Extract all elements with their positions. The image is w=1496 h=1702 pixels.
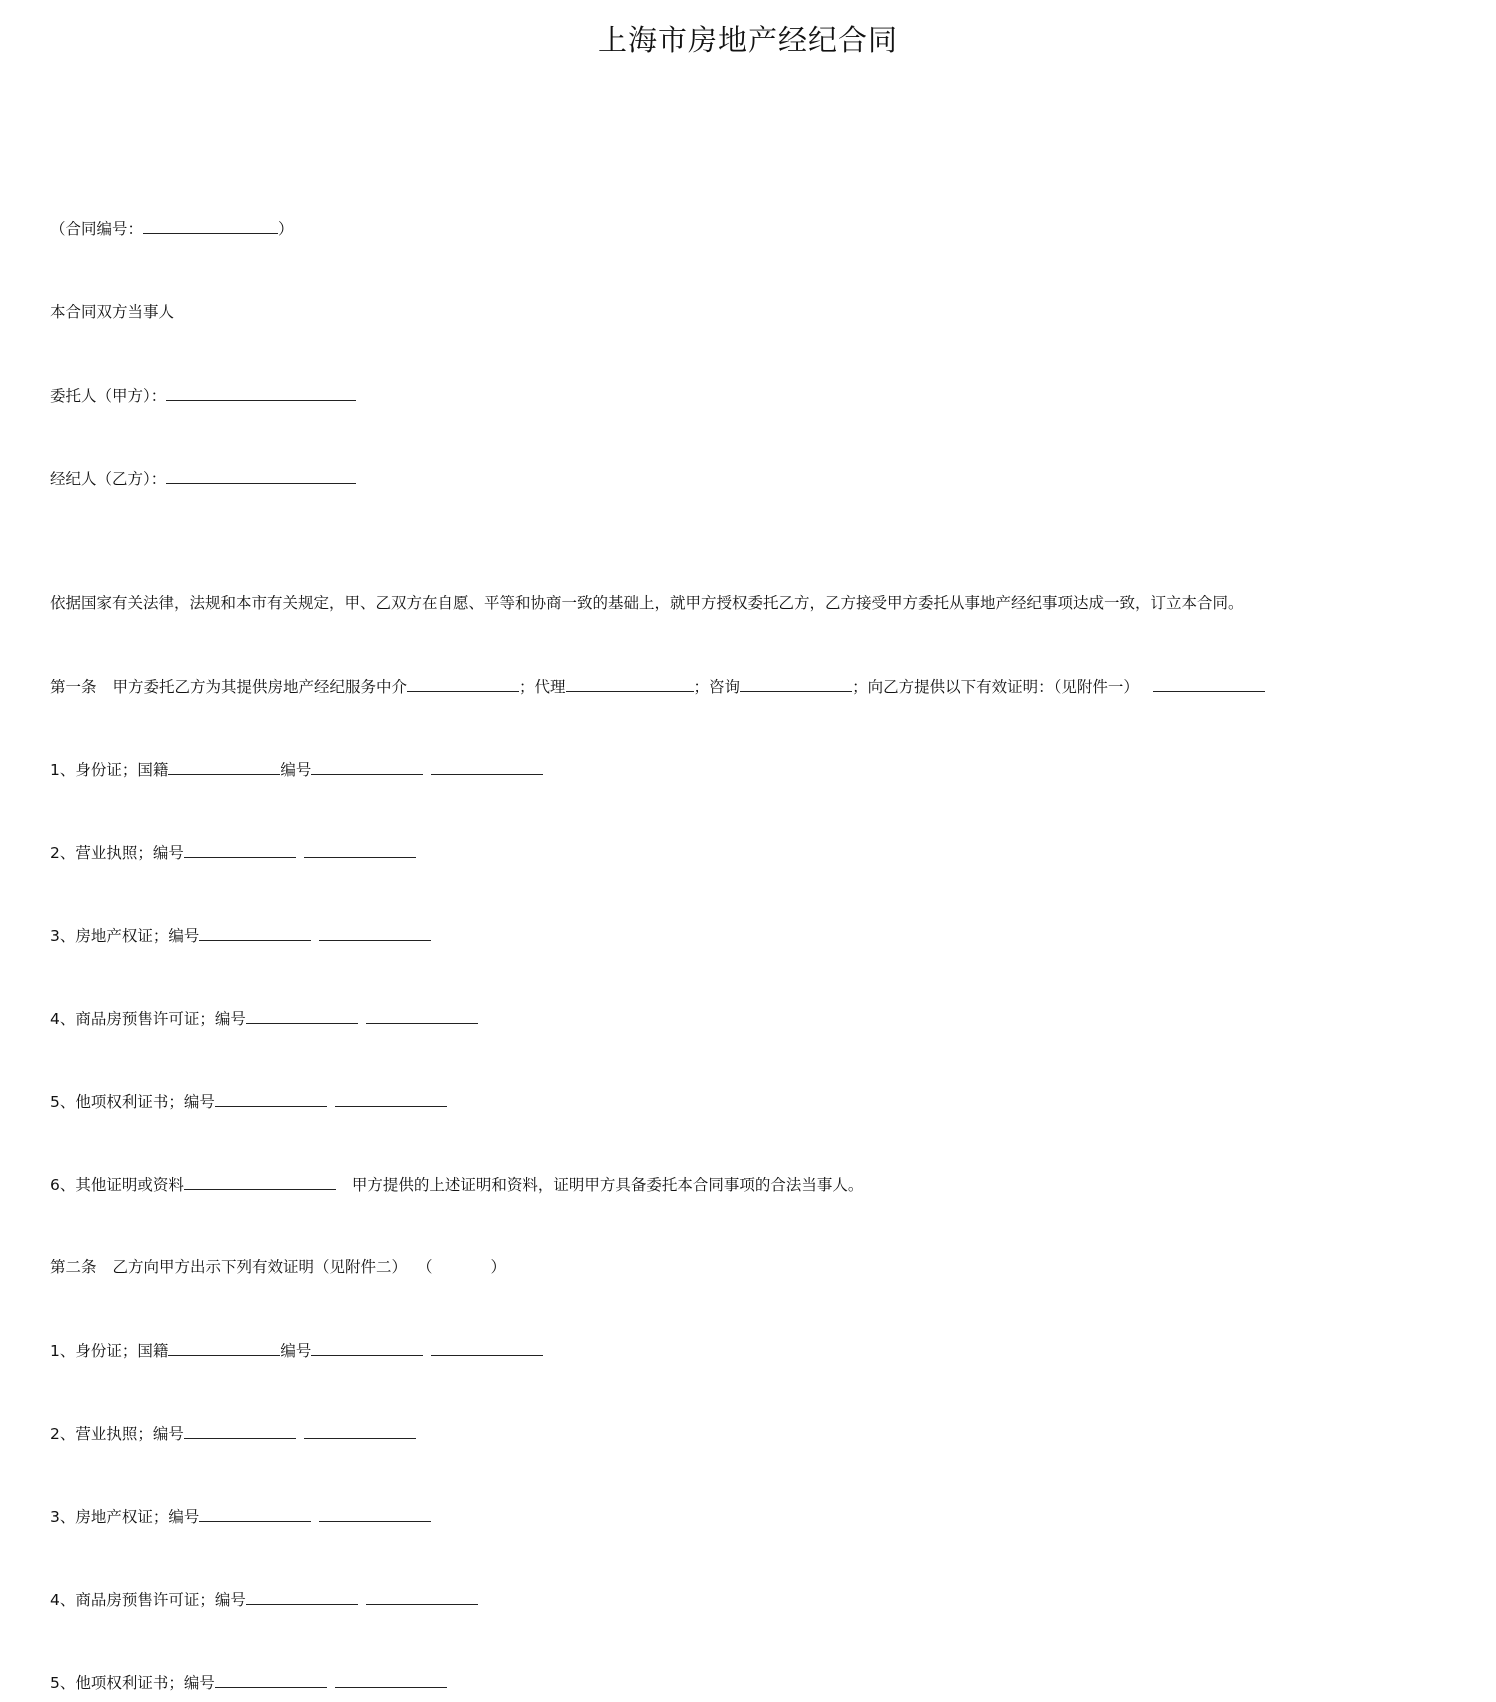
consulting-blank[interactable] <box>740 674 852 692</box>
broker-label: 经纪人（乙方）： <box>50 470 167 488</box>
contract-number-close: ） <box>278 220 294 238</box>
parties-intro: 本合同双方当事人 <box>50 303 175 321</box>
list2-id-number-blank[interactable] <box>311 1338 423 1356</box>
list1-license-blank[interactable] <box>184 840 296 858</box>
principal-blank[interactable] <box>166 383 356 401</box>
list2-property-cert-blank[interactable] <box>199 1504 311 1522</box>
list1-license-extra-blank[interactable] <box>304 840 416 858</box>
list1-license-label: 2、营业执照；编号 <box>50 844 184 862</box>
list2-item-presale-permit <box>50 1587 478 1611</box>
list2-license-extra-blank[interactable] <box>304 1421 416 1439</box>
list2-id-number-label: 编号 <box>280 1342 312 1360</box>
article-1-text-a: 甲方委托乙方为其提供房地产经纪服务中介 <box>112 678 408 696</box>
list2-other-rights-label: 5、他项权利证书；编号 <box>50 1674 215 1692</box>
list1-other-docs-blank[interactable] <box>184 1172 336 1190</box>
broker-line <box>50 466 356 490</box>
article-2-heading: 第二条 <box>50 1258 97 1276</box>
article-2-paren-close: ） <box>490 1258 507 1276</box>
list2-license-label: 2、营业执照；编号 <box>50 1425 184 1443</box>
list1-other-rights-blank[interactable] <box>215 1089 327 1107</box>
list1-other-docs-label: 6、其他证明或资料 <box>50 1176 184 1194</box>
list1-item-id-card <box>50 757 543 781</box>
list1-presale-permit-label: 4、商品房预售许可证；编号 <box>50 1010 246 1028</box>
list2-property-cert-extra-blank[interactable] <box>319 1504 431 1522</box>
list1-item-other-docs <box>50 1172 863 1196</box>
contract-number-label: （合同编号： <box>50 220 144 238</box>
list1-item-license <box>50 840 416 864</box>
list1-id-number-label: 编号 <box>280 761 312 779</box>
list2-property-cert-label: 3、房地产权证；编号 <box>50 1508 200 1526</box>
list1-nationality-blank[interactable] <box>168 757 280 775</box>
document-title: 上海市房地产经纪合同 <box>597 23 898 57</box>
list1-property-cert-label: 3、房地产权证；编号 <box>50 927 200 945</box>
list2-presale-permit-extra-blank[interactable] <box>366 1587 478 1605</box>
list2-id-extra-blank[interactable] <box>431 1338 543 1356</box>
list1-id-extra-blank[interactable] <box>431 757 543 775</box>
agency-blank[interactable] <box>566 674 694 692</box>
list1-id-number-blank[interactable] <box>311 757 423 775</box>
list1-item-property-cert <box>50 923 431 947</box>
article-2-text: 乙方向甲方出示下列有效证明（见附件二） <box>112 1258 408 1276</box>
list1-item-other-rights <box>50 1089 447 1113</box>
list2-item-other-rights <box>50 1670 447 1694</box>
list2-other-rights-extra-blank[interactable] <box>335 1670 447 1688</box>
intermediary-blank[interactable] <box>407 674 519 692</box>
list1-other-rights-extra-blank[interactable] <box>335 1089 447 1107</box>
list1-presale-permit-extra-blank[interactable] <box>366 1006 478 1024</box>
article-1-text-b: ；代理 <box>519 678 566 696</box>
contract-number-line <box>50 216 294 240</box>
article-1-end-blank[interactable] <box>1153 674 1265 692</box>
list2-item-id-card <box>50 1338 543 1362</box>
article-1-heading: 第一条 <box>50 678 97 696</box>
list1-property-cert-blank[interactable] <box>199 923 311 941</box>
list2-license-blank[interactable] <box>184 1421 296 1439</box>
article-1 <box>50 674 1265 698</box>
list1-other-rights-label: 5、他项权利证书；编号 <box>50 1093 215 1111</box>
list1-id-card-label: 1、身份证；国籍 <box>50 761 169 779</box>
list2-item-license <box>50 1421 416 1445</box>
list2-presale-permit-label: 4、商品房预售许可证；编号 <box>50 1591 246 1609</box>
list1-item-presale-permit <box>50 1006 478 1030</box>
principal-label: 委托人（甲方）： <box>50 387 167 405</box>
contract-number-blank[interactable] <box>143 216 278 234</box>
list1-other-docs-note: 甲方提供的上述证明和资料，证明甲方具备委托本合同事项的合法当事人。 <box>351 1176 864 1194</box>
principal-line <box>50 383 356 407</box>
list2-other-rights-blank[interactable] <box>215 1670 327 1688</box>
preamble: 依据国家有关法律，法规和本市有关规定，甲、乙双方在自愿、平等和协商一致的基础上，就甲方授权委托乙方，乙方接受甲方委托从事地产经纪事项达成一致，订立本合同。 <box>50 594 1244 612</box>
article-1-text-d: ；向乙方提供以下有效证明：（见附件一） <box>852 678 1139 696</box>
list2-presale-permit-blank[interactable] <box>246 1587 358 1605</box>
list1-property-cert-extra-blank[interactable] <box>319 923 431 941</box>
article-2 <box>50 1255 506 1279</box>
article-2-paren-open: （ <box>417 1258 433 1276</box>
broker-blank[interactable] <box>166 466 356 484</box>
list1-presale-permit-blank[interactable] <box>246 1006 358 1024</box>
article-1-text-c: ；咨询 <box>693 678 741 696</box>
list2-item-property-cert <box>50 1504 431 1528</box>
list2-id-card-label: 1、身份证；国籍 <box>50 1342 169 1360</box>
list2-nationality-blank[interactable] <box>168 1338 280 1356</box>
